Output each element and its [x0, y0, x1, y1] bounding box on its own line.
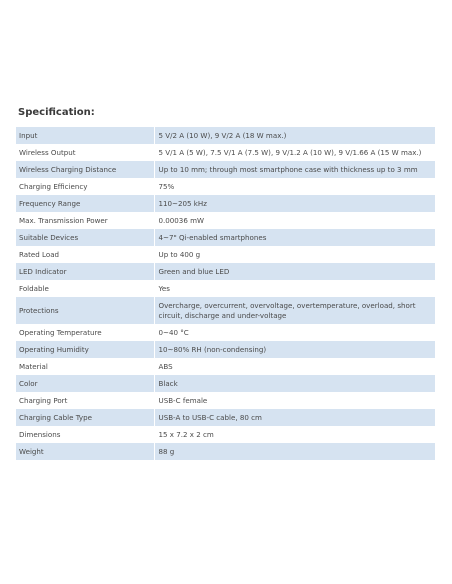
spec-value: Overcharge, overcurrent, overvoltage, overtemperature, overload, short circuit, discharge and under-voltage	[154, 297, 435, 324]
spec-label: Weight	[16, 443, 154, 460]
spec-label: Operating Temperature	[16, 324, 154, 341]
spec-value: Up to 400 g	[154, 246, 435, 263]
table-row	[16, 263, 435, 280]
spec-label: Dimensions	[16, 426, 154, 443]
spec-value: 5 V/1 A (5 W), 7.5 V/1 A (7.5 W), 9 V/1.2 A (10 W), 9 V/1.66 A (15 W max.)	[154, 144, 435, 161]
table-row	[16, 392, 435, 409]
table-row	[16, 375, 435, 392]
table-row	[16, 195, 435, 212]
spec-label: Frequency Range	[16, 195, 154, 212]
spec-heading: Specification:	[18, 107, 95, 118]
table-row	[16, 144, 435, 161]
spec-value: 0~40 °C	[154, 324, 435, 341]
spec-label: Protections	[16, 297, 154, 324]
table-row	[16, 246, 435, 263]
spec-label: LED Indicator	[16, 263, 154, 280]
table-row	[16, 280, 435, 297]
spec-value: ABS	[154, 358, 435, 375]
spec-label: Wireless Charging Distance	[16, 161, 154, 178]
spec-value: Black	[154, 375, 435, 392]
spec-label: Material	[16, 358, 154, 375]
spec-value: USB-A to USB-C cable, 80 cm	[154, 409, 435, 426]
table-row	[16, 229, 435, 246]
table-row	[16, 341, 435, 358]
spec-label: Operating Humidity	[16, 341, 154, 358]
spec-label: Wireless Output	[16, 144, 154, 161]
spec-label: Suitable Devices	[16, 229, 154, 246]
table-row	[16, 324, 435, 341]
spec-value: Up to 10 mm; through most smartphone case with thickness up to 3 mm	[154, 161, 435, 178]
spec-value: 110~205 kHz	[154, 195, 435, 212]
spec-value: 4~7" Qi-enabled smartphones	[154, 229, 435, 246]
spec-value: 88 g	[154, 443, 435, 460]
table-row	[16, 443, 435, 460]
spec-label: Rated Load	[16, 246, 154, 263]
spec-value: 0.00036 mW	[154, 212, 435, 229]
spec-value: USB-C female	[154, 392, 435, 409]
table-row	[16, 127, 435, 144]
spec-label: Foldable	[16, 280, 154, 297]
spec-value: 75%	[154, 178, 435, 195]
spec-value: Green and blue LED	[154, 263, 435, 280]
spec-value: 10~80% RH (non-condensing)	[154, 341, 435, 358]
spec-table	[16, 127, 435, 460]
table-row	[16, 426, 435, 443]
spec-label: Charging Cable Type	[16, 409, 154, 426]
table-row	[16, 212, 435, 229]
spec-label: Max. Transmission Power	[16, 212, 154, 229]
spec-value: 15 x 7.2 x 2 cm	[154, 426, 435, 443]
table-row	[16, 409, 435, 426]
spec-value: Yes	[154, 280, 435, 297]
spec-value: 5 V/2 A (10 W), 9 V/2 A (18 W max.)	[154, 127, 435, 144]
table-row	[16, 161, 435, 178]
table-row	[16, 178, 435, 195]
table-row	[16, 358, 435, 375]
spec-label: Charging Port	[16, 392, 154, 409]
spec-label: Input	[16, 127, 154, 144]
spec-label: Color	[16, 375, 154, 392]
table-row	[16, 297, 435, 324]
spec-label: Charging Efficiency	[16, 178, 154, 195]
